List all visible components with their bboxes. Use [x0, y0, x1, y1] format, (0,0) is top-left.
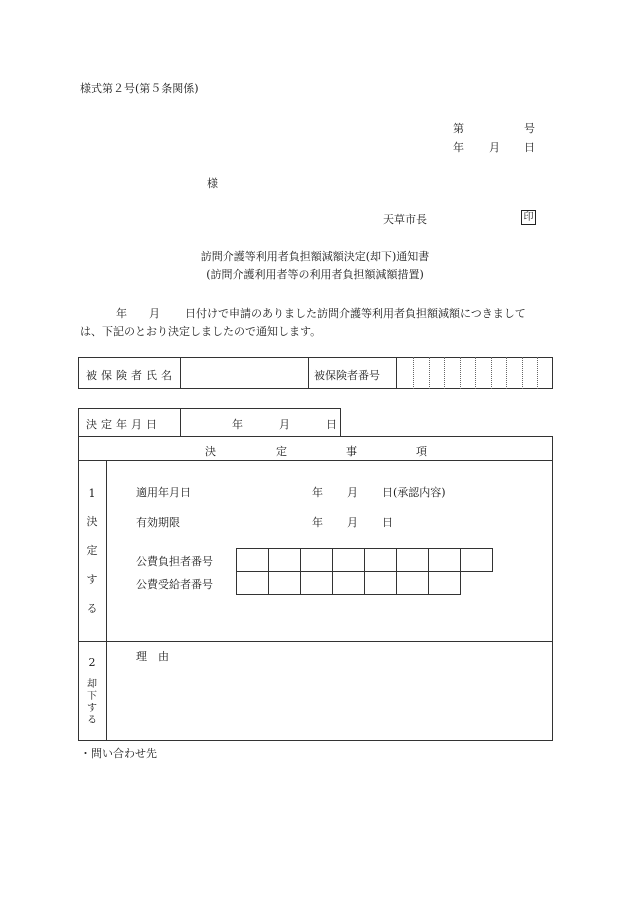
recipient-number-label: 公費受給者番号 [136, 578, 213, 591]
reject-side-char-2: 下 [87, 691, 97, 702]
validity-month: 月 [347, 516, 358, 529]
addressee-suffix: 様 [207, 177, 218, 190]
issuer: 天草市長 [383, 213, 427, 226]
decision-date-year: 年 [232, 418, 243, 431]
payer-number-label: 公費負担者番号 [136, 555, 213, 568]
approve-side-char-3: す [86, 573, 98, 586]
validity-day: 日 [382, 516, 393, 529]
applicable-date-label: 適用年月日 [136, 486, 191, 499]
decision-header-char-1: 決 [205, 445, 216, 458]
applicable-year: 年 [312, 486, 323, 499]
body-month: 月 [149, 307, 160, 320]
header-go: 号 [524, 122, 535, 135]
reject-side-char-4: る [87, 715, 97, 726]
header-dai: 第 [453, 122, 464, 135]
body-line2: は、下記のとおり決定しましたので通知します。 [80, 325, 322, 338]
applicable-month: 月 [347, 486, 358, 499]
decision-date-day: 日 [326, 418, 337, 431]
insured-number-label: 被保険者番号 [314, 369, 380, 382]
decision-date-label: 決定年月日 [86, 418, 161, 431]
reject-section-number: 2 [88, 656, 96, 669]
decision-header-char-4: 項 [416, 445, 427, 458]
header-day: 日 [524, 141, 535, 154]
approve-section-number: 1 [88, 487, 96, 500]
validity-year: 年 [312, 516, 323, 529]
decision-date-month: 月 [279, 418, 290, 431]
seal-icon: 印 [521, 210, 536, 225]
reject-side-char-3: す [87, 703, 97, 714]
decision-header-char-2: 定 [276, 445, 287, 458]
header-year: 年 [453, 141, 464, 154]
insured-name-field[interactable] [184, 359, 304, 387]
body-year: 年 [116, 307, 127, 320]
applicable-day: 日(承認内容) [382, 486, 446, 499]
form-number: 様式第２号(第５条関係) [80, 82, 199, 95]
validity-label: 有効期限 [136, 516, 180, 529]
decision-header-char-3: 事 [346, 445, 357, 458]
document-title: 訪問介護等利用者負担額減額決定(却下)通知書 [200, 250, 430, 263]
document-subtitle: (訪問介護利用者等の利用者負担額減額措置) [206, 268, 424, 281]
contact-label: ・問い合わせ先 [80, 747, 157, 760]
approve-side-char-1: 決 [86, 515, 98, 528]
insured-name-label: 被保険者氏名 [86, 369, 176, 382]
approve-side-char-2: 定 [86, 544, 98, 557]
reason-field[interactable] [110, 664, 550, 738]
body-line1: 日付けで申請のありました訪問介護等利用者負担額減額につきまして [185, 307, 526, 320]
approve-side-char-4: る [86, 602, 98, 615]
header-month: 月 [489, 141, 500, 154]
reject-side-char-1: 却 [87, 679, 97, 690]
reason-label: 理 由 [136, 650, 169, 663]
